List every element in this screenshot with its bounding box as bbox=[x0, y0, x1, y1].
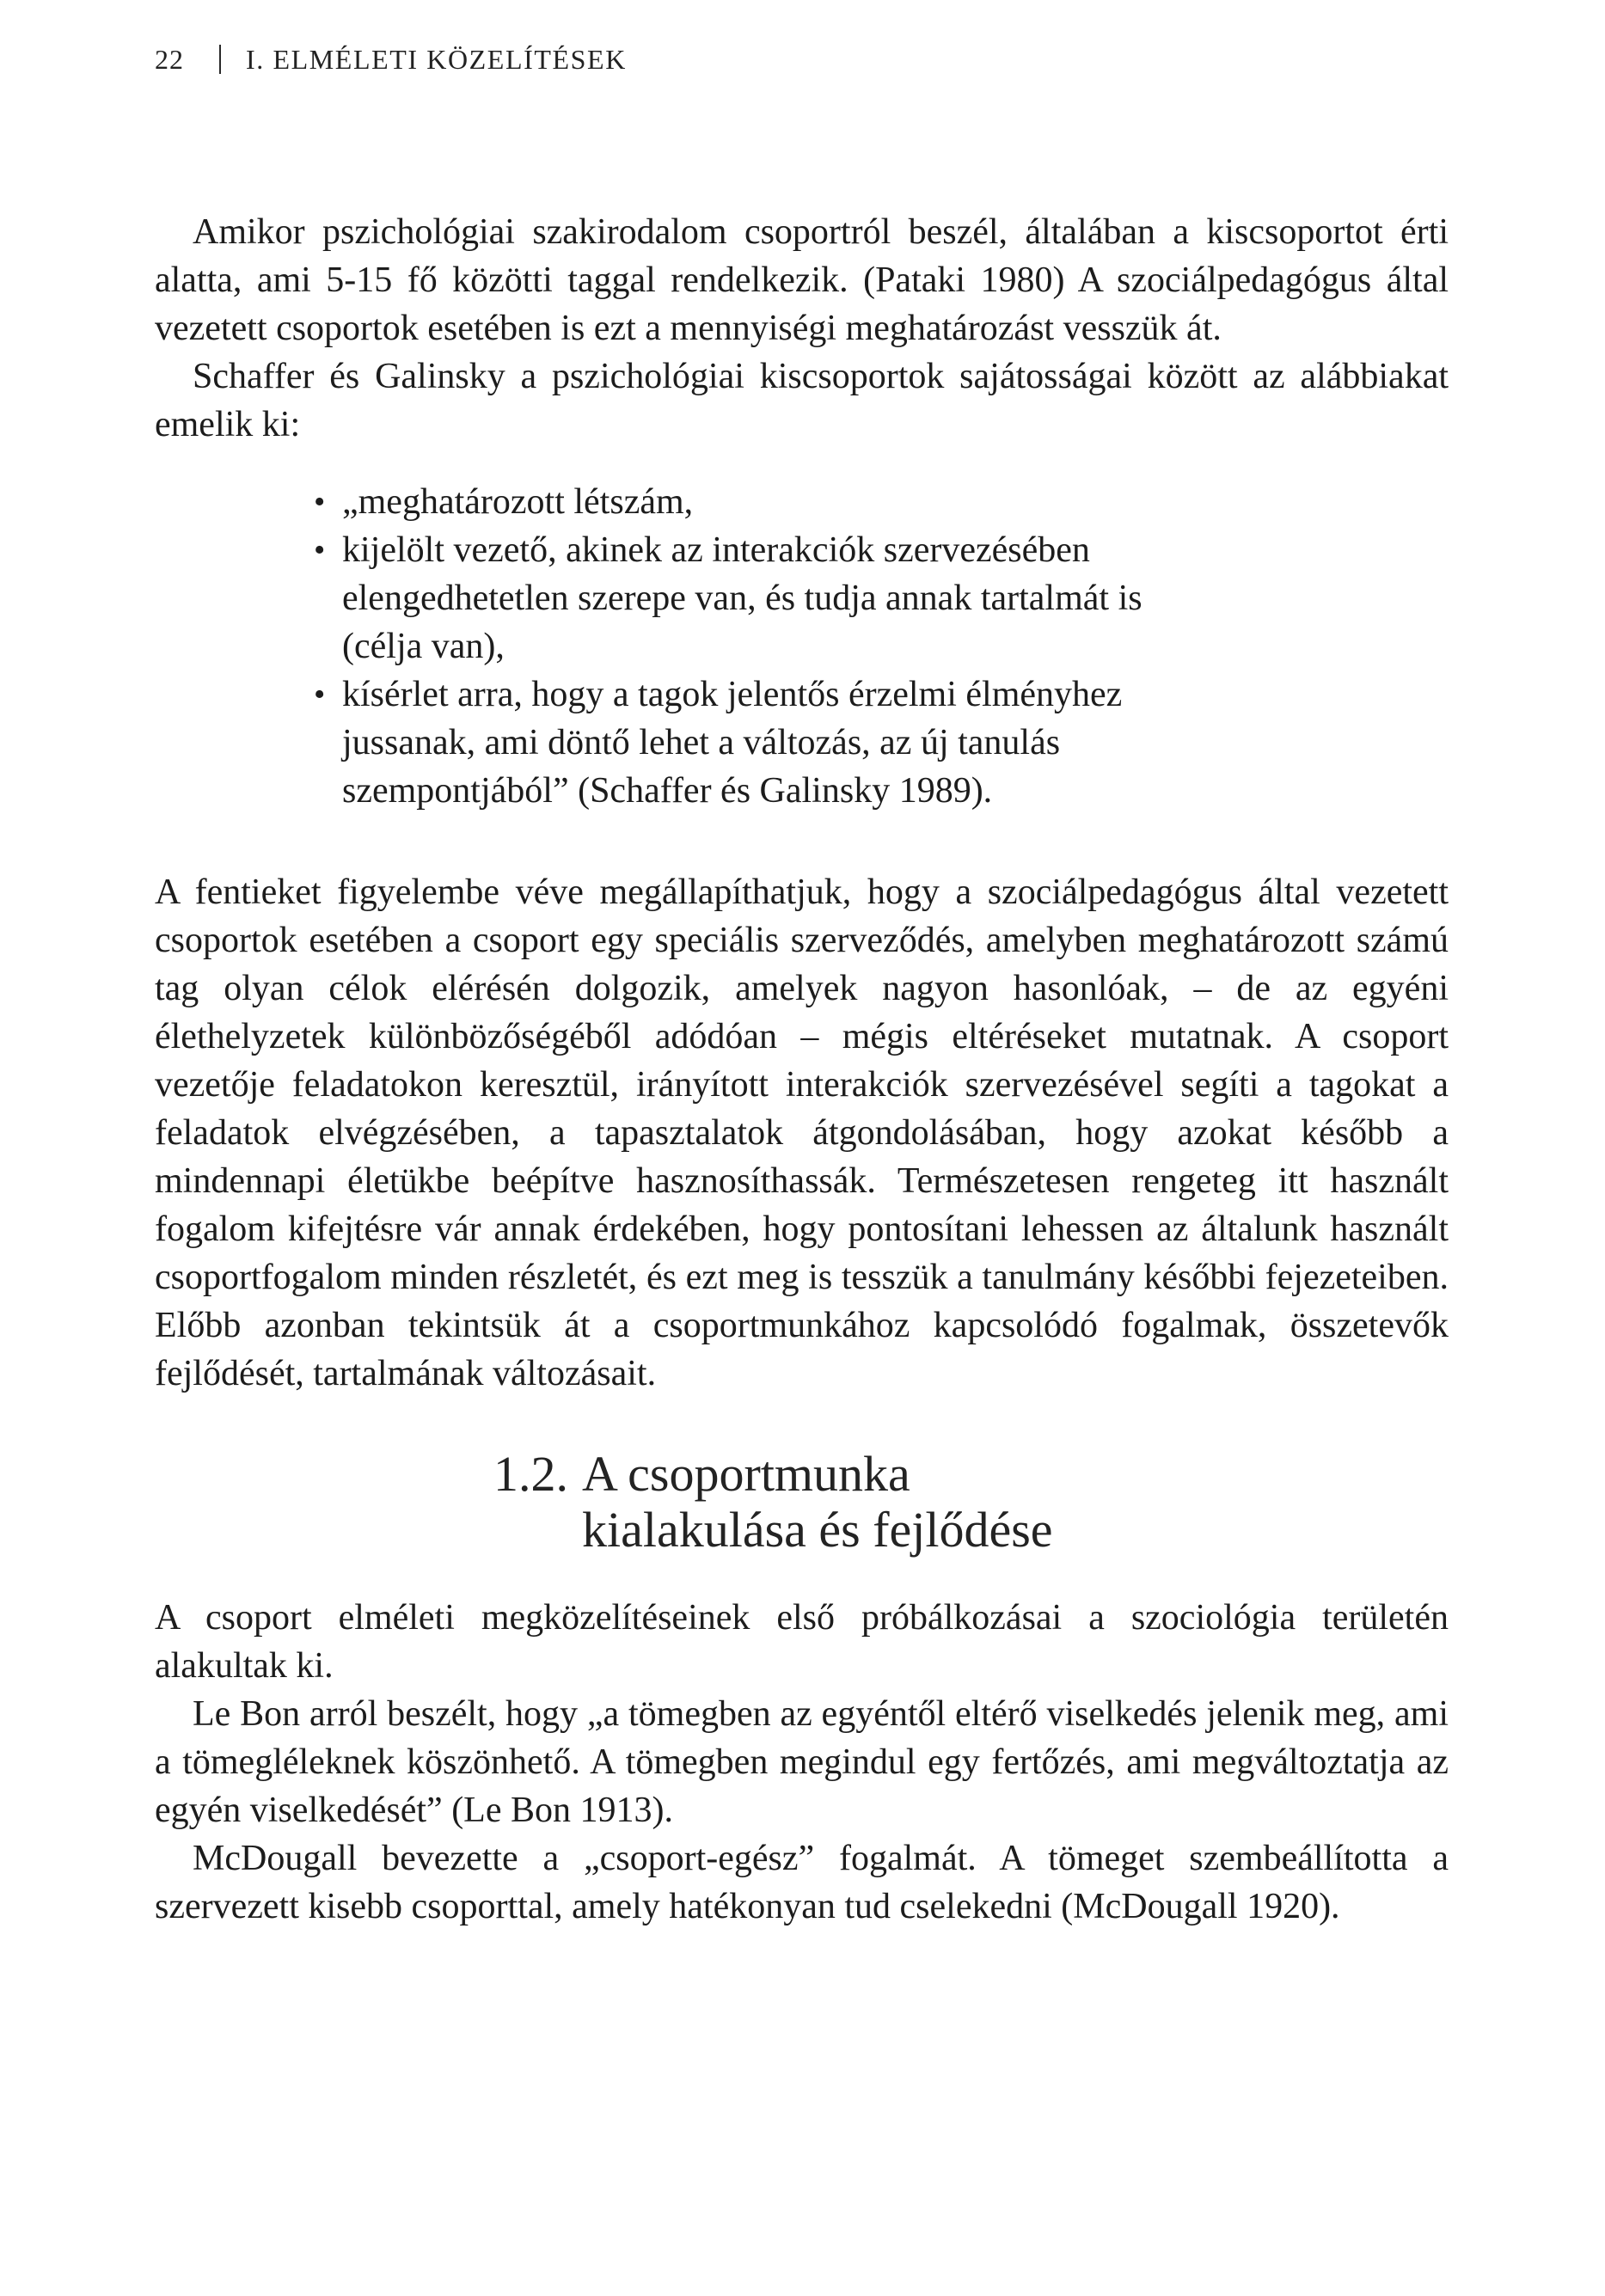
list-item: • „meghatározott létszám, bbox=[314, 478, 1165, 526]
page-number: 22 bbox=[155, 44, 184, 75]
header-divider bbox=[219, 45, 221, 74]
paragraph-3: A fentieket figyelembe véve megállapíthatjuk, hogy a szociálpedagógus által vezetett csoportok esetében a csoport egy speciális szerveződés, amelyben meghatározott számú tag olyan célok elérésén dolgozik, amelyek nagyon hasonlóak, – de az egyéni élethelyzetek különbözőségéből adódóan – mégis eltéréseket mutatnak. A csoport vezetője feladatokon keresztül, irányított interakciók szervezésével segíti a tagokat a feladatok elvégzésében, a tapasztalatok átgondolásában, hogy azokat később a mindennapi életükbe beépítve hasznosíthassák. Természetesen rengeteg itt használt fogalom kifejtésre vár annak érdekében, hogy pontosítani lehessen az általunk használt csoportfogalom minden részletét, és ezt meg is tesszük a tanulmány későbbi fejezeteiben. Előbb azonban tekintsük át a csoportmunkához kapcsolódó fogalmak, összetevők fejlődését, tartalmának változásait. bbox=[155, 872, 1449, 1393]
section-heading bbox=[493, 1446, 1449, 1558]
bullet-list bbox=[314, 478, 1165, 815]
paragraph-4: A csoport elméleti megközelítéseinek első próbálkozásai a szociológia területén alakultak ki. bbox=[155, 1598, 1449, 1686]
section-title-line2: kialakulása és fejlődése bbox=[582, 1502, 1053, 1558]
paragraph-6: McDougall bevezette a „csoport-egész” fogalmát. A tömeget szembeállította a szervezett kisebb csoporttal, amely hatékonyan tud cselekedni (McDougall 1920). bbox=[155, 1839, 1449, 1926]
paragraph-5: Le Bon arról beszélt, hogy „a tömegben az egyéntől eltérő viselkedés jelenik meg, ami a tömegléleknek köszönhető. A tömegben megindul egy fertőzés, ami megváltoztatja az egyén viselkedését” (Le Bon 1913). bbox=[155, 1694, 1449, 1830]
page-body bbox=[155, 208, 1449, 1931]
section-title-line1: A csoportmunka bbox=[582, 1446, 910, 1502]
running-header bbox=[155, 43, 1449, 76]
list-item: • kísérlet arra, hogy a tagok jelentős érzelmi élményhez jussanak, ami döntő lehet a változás, az új tanulás szempontjából” (Schaffer és Galinsky 1989). bbox=[314, 670, 1165, 815]
paragraph-1: Amikor pszichológiai szakirodalom csoportról beszél, általában a kiscsoportot érti alatta, ami 5-15 fő közötti taggal rendelkezik. (Pataki 1980) A szociálpedagógus által vezetett csoportok esetében is ezt a mennyiségi meghatározást vesszük át. bbox=[155, 212, 1449, 348]
chapter-title: I. ELMÉLETI KÖZELÍTÉSEK bbox=[246, 44, 627, 75]
section-number: 1.2. bbox=[493, 1446, 568, 1502]
list-item: • kijelölt vezető, akinek az interakciók szervezésében elengedhetetlen szerepe van, és tudja annak tartalmát is (célja van), bbox=[314, 526, 1165, 670]
paragraph-2: Schaffer és Galinsky a pszichológiai kiscsoportok sajátosságai között az alábbiakat emelik ki: bbox=[155, 357, 1449, 444]
